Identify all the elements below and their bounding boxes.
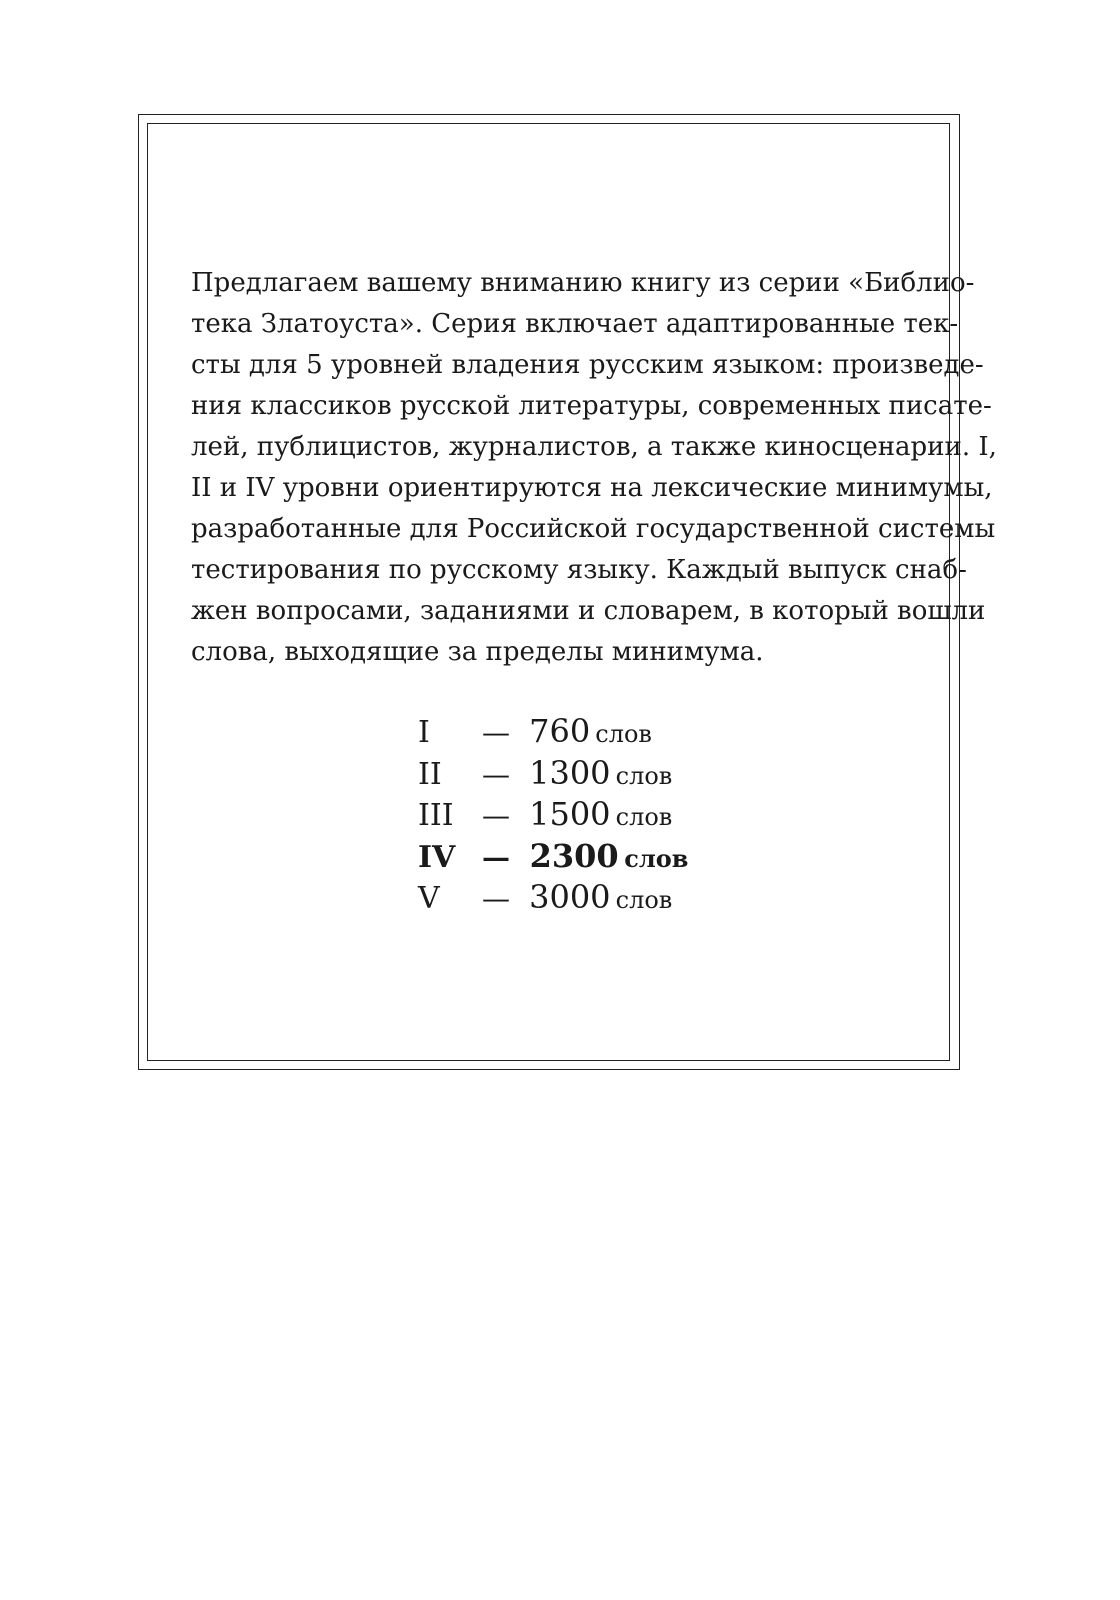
level-numeral: IV bbox=[418, 839, 456, 875]
level-numeral: III bbox=[418, 798, 454, 833]
level-row bbox=[418, 753, 688, 795]
level-unit: слов bbox=[595, 720, 652, 748]
level-dash: — bbox=[482, 716, 510, 749]
intro-paragraph bbox=[191, 263, 997, 673]
level-dash: — bbox=[482, 799, 510, 832]
level-word-count: 2300 bbox=[529, 836, 619, 875]
intro-line: II и IV уровни ориентируются на лексические минимумы, bbox=[191, 473, 993, 503]
intro-line: ния классиков русской литературы, современных писате- bbox=[191, 391, 992, 421]
level-dash: — bbox=[482, 882, 510, 915]
level-numeral: V bbox=[418, 881, 440, 916]
level-dash: — bbox=[482, 840, 510, 874]
intro-line: сты для 5 уровней владения русским языком: произведе- bbox=[191, 350, 984, 380]
level-row bbox=[418, 877, 688, 919]
level-unit: слов bbox=[615, 761, 673, 790]
level-numeral: II bbox=[418, 756, 442, 792]
intro-line: слова, выходящие за пределы минимума. bbox=[191, 637, 764, 667]
level-row-highlighted bbox=[418, 836, 688, 878]
intro-line: тека Златоуста». Серия включает адаптированные тек- bbox=[191, 309, 959, 339]
level-unit: слов bbox=[624, 843, 689, 873]
level-numeral: I bbox=[418, 715, 430, 750]
level-unit: слов bbox=[615, 886, 673, 914]
intro-line: тестирования по русскому языку. Каждый выпуск снаб- bbox=[191, 555, 967, 585]
level-word-count: 3000 bbox=[529, 878, 611, 916]
level-row bbox=[418, 711, 688, 753]
level-dash: — bbox=[482, 757, 510, 791]
level-word-count: 1500 bbox=[529, 795, 611, 833]
level-unit: слов bbox=[615, 803, 673, 831]
level-row bbox=[418, 794, 688, 836]
intro-line: лей, публицистов, журналистов, а также киносценарии. I, bbox=[191, 432, 997, 462]
intro-line: жен вопросами, заданиями и словарем, в который вошли bbox=[191, 596, 986, 626]
level-word-count: 1300 bbox=[529, 753, 611, 792]
level-word-count: 760 bbox=[529, 712, 591, 750]
intro-line: Предлагаем вашему вниманию книгу из серии «Библио- bbox=[191, 268, 975, 298]
intro-line: разработанные для Российской государственной системы bbox=[191, 514, 996, 544]
level-list bbox=[418, 711, 688, 919]
